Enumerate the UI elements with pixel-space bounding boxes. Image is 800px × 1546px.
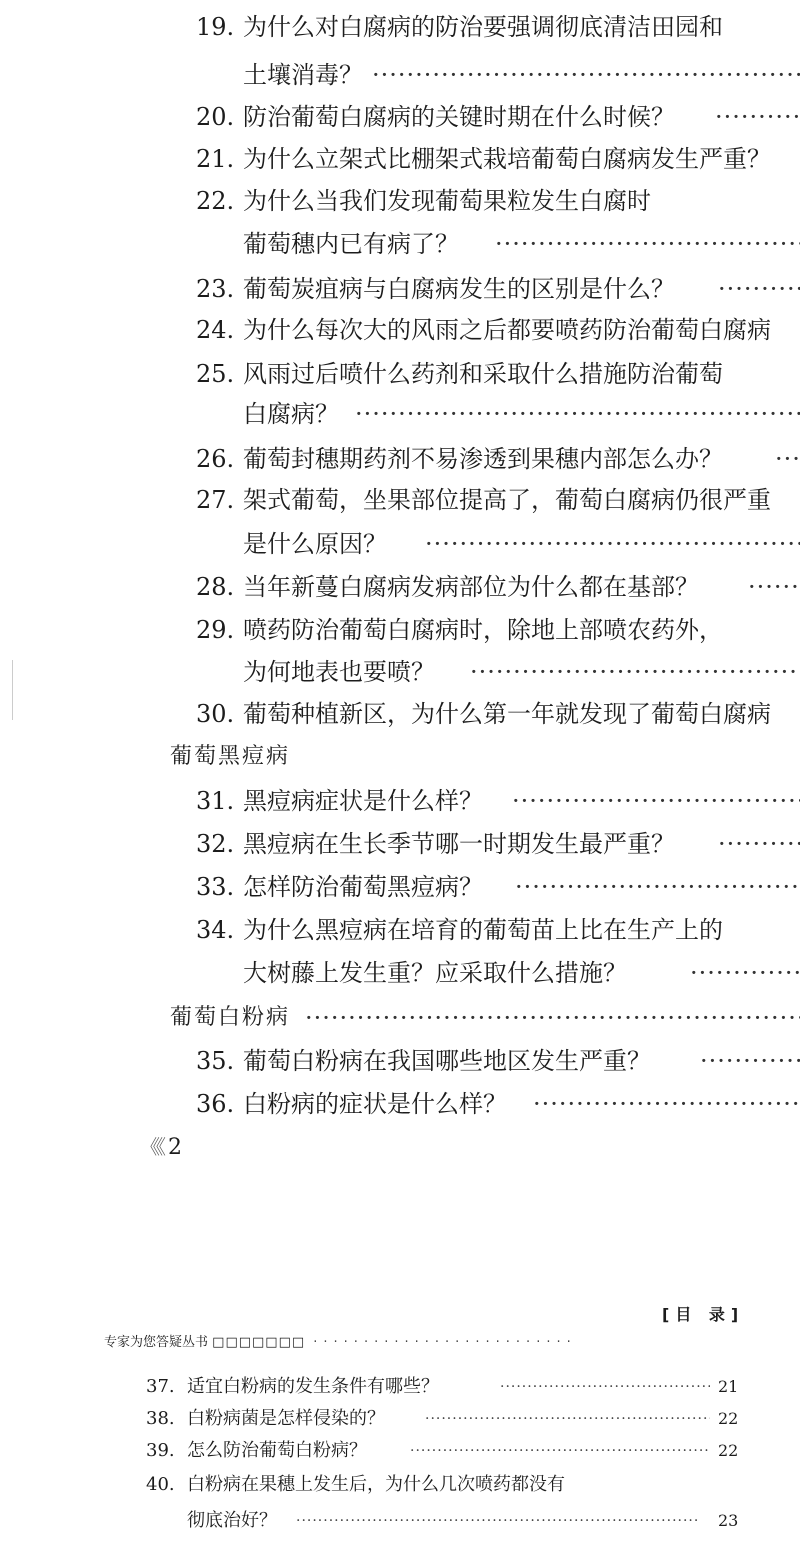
entry-title: 葡萄炭疽病与白腐病发生的区别是什么？	[243, 275, 675, 303]
leader-dots	[775, 437, 800, 481]
entry-title: 为什么立架式比棚架式栽培葡萄白腐病发生严重？	[243, 145, 771, 173]
entry-title: 白粉病在果穗上发生后，为什么几次喷药都没有	[187, 1474, 565, 1495]
leader-dots	[512, 779, 800, 823]
leader-dots	[500, 1372, 710, 1402]
page-arrow-icon: 《《	[140, 1135, 162, 1159]
entry-number: 30.	[196, 700, 235, 728]
entry-number: 20.	[196, 103, 235, 131]
series-title: 专家为您答疑丛书	[104, 1335, 209, 1350]
section-heading-leader	[0, 996, 800, 1040]
toc-entry-22[interactable]	[0, 179, 800, 223]
entry-title: 葡萄种植新区，为什么第一年就发现了葡萄白腐病	[243, 700, 771, 728]
entry-number: 40.	[146, 1474, 175, 1495]
leader-dots	[533, 1082, 800, 1126]
entry-title: 为什么每次大的风雨之后都要喷药防治葡萄白腐病	[243, 316, 771, 344]
entry-title: 风雨过后喷什么药剂和采取什么措施防治葡萄	[243, 360, 723, 388]
page-number	[140, 1132, 182, 1163]
leader-dots	[718, 267, 800, 311]
leader-dots	[425, 522, 800, 566]
leader-dots	[425, 1404, 710, 1434]
entry-number: 27.	[196, 486, 235, 514]
leader-dots	[372, 53, 800, 97]
leader-dots	[515, 865, 800, 909]
entry-title: 葡萄封穗期药剂不易渗透到果穗内部怎么办？	[243, 445, 723, 473]
entry-page: 23	[718, 1511, 739, 1530]
leader-dots	[700, 1039, 800, 1083]
toc-entry-22-cont[interactable]	[0, 222, 800, 266]
entry-title: 为什么对白腐病的防治要强调彻底清洁田园和	[243, 13, 723, 41]
leader-dots	[715, 95, 800, 139]
entry-title: 白粉病的症状是什么样？	[243, 1090, 507, 1118]
toc-entry-31[interactable]	[0, 779, 800, 823]
toc-entry-25[interactable]	[0, 352, 800, 396]
entry-page: 22	[718, 1441, 739, 1460]
toc-entry-20[interactable]	[0, 95, 800, 139]
entry-title: 当年新蔓白腐病发病部位为什么都在基部？	[243, 573, 699, 601]
toc-entry-34-cont[interactable]	[0, 951, 800, 995]
leader-dots	[305, 996, 800, 1040]
entry-title-cont: 土壤消毒？	[243, 61, 363, 89]
toc-entry-28[interactable]	[0, 565, 800, 609]
entry-number: 29.	[196, 616, 235, 644]
entry-title: 适宜白粉病的发生条件有哪些？	[187, 1376, 439, 1397]
entry-number: 31.	[196, 787, 235, 815]
entry-title-cont: 彻底治好？	[187, 1510, 277, 1531]
entry-number: 23.	[196, 275, 235, 303]
toc-entry-26[interactable]	[0, 437, 800, 481]
entry-title: 怎样防治葡萄黑痘病？	[243, 873, 483, 901]
entry-title: 架式葡萄，坐果部位提高了，葡萄白腐病仍很严重	[243, 486, 771, 514]
toc-entry-33[interactable]	[0, 865, 800, 909]
entry-title-cont: 是什么原因？	[243, 530, 387, 558]
toc-entry-32[interactable]	[0, 822, 800, 866]
leader-dots	[718, 822, 800, 866]
entry-number: 39.	[146, 1440, 175, 1461]
page-number-value: 2	[168, 1135, 182, 1160]
leader-dots	[748, 565, 800, 609]
entry-title: 怎么防治葡萄白粉病？	[187, 1440, 367, 1461]
entry-number: 36.	[196, 1090, 235, 1118]
entry-number: 25.	[196, 360, 235, 388]
toc-entry-39[interactable]	[0, 1436, 800, 1466]
toc-entry-21[interactable]	[0, 137, 800, 181]
toc-entry-23[interactable]	[0, 267, 800, 311]
entry-number: 24.	[196, 316, 235, 344]
entry-title: 白粉病菌是怎样侵染的？	[187, 1408, 385, 1429]
section-heading-black-rot[interactable]: 葡萄黑痘病	[170, 744, 291, 769]
entry-title-cont: 为何地表也要喷？	[243, 658, 435, 686]
leader-dots	[690, 951, 800, 995]
leader-dots	[495, 222, 800, 266]
series-dots: ··························	[313, 1335, 577, 1350]
toc-entry-30[interactable]	[0, 692, 800, 736]
entry-number: 32.	[196, 830, 235, 858]
toc-entry-27-cont[interactable]	[0, 522, 800, 566]
entry-number: 21.	[196, 145, 235, 173]
series-header	[104, 1331, 577, 1350]
entry-page: 21	[718, 1377, 739, 1396]
entry-title-cont: 白腐病？	[243, 400, 339, 428]
leader-dots	[470, 650, 800, 694]
entry-title-cont: 大树藤上发生重？应采取什么措施？	[243, 959, 627, 987]
toc-entry-40[interactable]	[0, 1470, 800, 1500]
toc-entry-24[interactable]	[0, 308, 800, 352]
toc-entry-29-cont[interactable]	[0, 650, 800, 694]
entry-title: 防治葡萄白腐病的关键时期在什么时候？	[243, 103, 675, 131]
toc-entry-19[interactable]	[0, 5, 800, 49]
toc-category-label: [目 录]	[662, 1305, 745, 1324]
series-decoration: □□□□□□□	[212, 1335, 306, 1350]
leader-dots	[410, 1436, 710, 1466]
entry-title: 葡萄白粉病在我国哪些地区发生严重？	[243, 1047, 651, 1075]
toc-entry-35[interactable]	[0, 1039, 800, 1083]
toc-entry-34[interactable]	[0, 908, 800, 952]
toc-entry-38[interactable]	[0, 1404, 800, 1434]
entry-title: 为什么黑痘病在培育的葡萄苗上比在生产上的	[243, 916, 723, 944]
toc-entry-25-cont[interactable]	[0, 392, 800, 436]
entry-number: 35.	[196, 1047, 235, 1075]
entry-number: 19.	[196, 13, 235, 41]
entry-title-cont: 葡萄穗内已有病了？	[243, 230, 459, 258]
toc-entry-27[interactable]	[0, 478, 800, 522]
entry-page: 22	[718, 1409, 739, 1428]
toc-entry-36[interactable]	[0, 1082, 800, 1126]
entry-number: 33.	[196, 873, 235, 901]
entry-title: 为什么当我们发现葡萄果粒发生白腐时	[243, 187, 651, 215]
entry-number: 37.	[146, 1376, 175, 1397]
leader-dots	[296, 1506, 710, 1536]
toc-entry-40-cont[interactable]	[0, 1506, 800, 1536]
entry-number: 22.	[196, 187, 235, 215]
toc-entry-19-cont[interactable]	[0, 53, 800, 97]
entry-title: 喷药防治葡萄白腐病时，除地上部喷农药外，	[243, 616, 723, 644]
entry-number: 28.	[196, 573, 235, 601]
entry-title: 黑痘病症状是什么样？	[243, 787, 483, 815]
entry-number: 34.	[196, 916, 235, 944]
entry-number: 26.	[196, 445, 235, 473]
section-heading-label: 葡萄白粉病	[170, 1005, 291, 1030]
toc-entry-29[interactable]	[0, 608, 800, 652]
toc-entry-37[interactable]	[0, 1372, 800, 1402]
entry-title: 黑痘病在生长季节哪一时期发生最严重？	[243, 830, 675, 858]
leader-dots	[355, 392, 800, 436]
entry-number: 38.	[146, 1408, 175, 1429]
